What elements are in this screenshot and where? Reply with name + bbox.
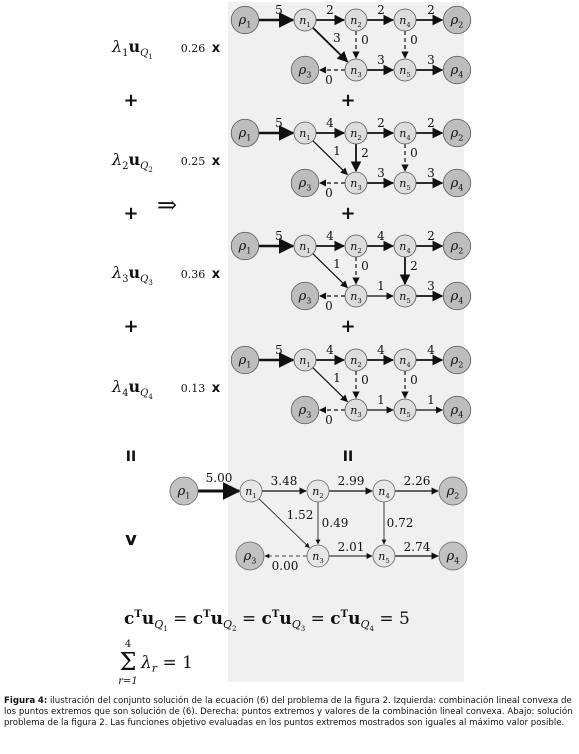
result-node-n4-label: $n_4$	[378, 485, 390, 501]
node-n4-label: $n_4$	[399, 354, 411, 370]
sum-lower-limit: r=1	[118, 676, 138, 687]
edge-n4-r2-label: 2	[427, 3, 435, 17]
node-r4-label: $\rho_4$	[450, 289, 464, 306]
node-r2-label: $\rho_2$	[450, 126, 464, 143]
edge-n2-n3-label: 0	[361, 259, 369, 273]
sum-term: $\lambda_r = 1$	[141, 653, 193, 675]
result-node-n2-label: $n_2$	[312, 485, 324, 501]
term-3-coef: 0.36	[180, 268, 206, 281]
node-r1-label: $\rho_1$	[238, 353, 252, 370]
result-node-n1-label: $n_1$	[245, 485, 257, 501]
result-node-r2-label: $\rho_2$	[446, 484, 460, 501]
node-r1-label: $\rho_1$	[238, 126, 252, 143]
edge-n1-n3-label: 3	[333, 31, 341, 45]
result-node-n3-label: $n_3$	[312, 550, 324, 566]
equals-right: II	[342, 449, 354, 465]
node-r2-label: $\rho_2$	[450, 239, 464, 256]
edge-n3-r3-label: 0	[325, 299, 333, 313]
edge-n1-n2-label: 4	[326, 343, 334, 357]
node-n1-label: $n_1$	[299, 354, 311, 370]
result-edge-n1-n3-label: 1.52	[286, 508, 314, 522]
edge-n3-r3-label: 0	[325, 413, 333, 427]
term-3-times: x	[211, 267, 221, 282]
edge-n5-r4-label: 3	[427, 279, 435, 293]
node-r2-label: $\rho_2$	[450, 353, 464, 370]
node-n2-label: $n_2$	[350, 127, 362, 143]
node-n2-label: $n_2$	[350, 240, 362, 256]
result-edge-r1-n1-label: 5.00	[205, 471, 233, 485]
result-edge-n3-r3-label: 0.00	[271, 559, 299, 573]
edge-n4-r2-label: 4	[427, 343, 435, 357]
node-r4-label: $\rho_4$	[450, 176, 464, 193]
term-4-times: x	[211, 381, 221, 396]
edge-n3-n5-label: 1	[377, 279, 385, 293]
edge-n4-n5-label: 0	[410, 33, 418, 47]
plus-left-1: +	[123, 90, 139, 111]
node-n4-label: $n_4$	[399, 14, 411, 30]
result-edge-n3-n5-label: 2.01	[337, 540, 365, 554]
node-r3-label: $\rho_3$	[298, 176, 312, 193]
caption-label: Figura	[4, 696, 36, 706]
term-1-coef: 0.26	[180, 42, 206, 55]
node-r3-label: $\rho_3$	[298, 63, 312, 80]
edge-n2-n3-label: 0	[361, 373, 369, 387]
sum-sigma: Σ	[119, 648, 137, 676]
edge-n2-n3-label: 2	[361, 146, 369, 160]
plus-left-2: +	[123, 203, 139, 224]
edge-r1-n1-label: 5	[275, 343, 283, 357]
objective-equation: $c^Tu_Q1 = c^Tu_Q2 = c^Tu_Q3 = c^Tu_Q4 = 5$	[124, 609, 410, 633]
node-n1-label: $n_1$	[299, 14, 311, 30]
result-node-r1-label: $\rho_1$	[177, 484, 191, 501]
sum-upper-limit: 4	[124, 639, 132, 650]
plus-right-3: +	[340, 316, 356, 337]
node-r4-label: $\rho_4$	[450, 403, 464, 420]
result-edge-n4-n5-label: 0.72	[386, 516, 414, 530]
result-edge-n4-r2-label: 2.26	[403, 474, 431, 488]
result-edge-n2-n3-label: 0.49	[321, 516, 349, 530]
node-r3-label: $\rho_3$	[298, 289, 312, 306]
node-n5-label: $n_5$	[399, 64, 411, 80]
edge-n3-r3-label: 0	[325, 73, 333, 87]
edge-n1-n2-label: 4	[326, 116, 334, 130]
node-n4-label: $n_4$	[399, 240, 411, 256]
node-r3-label: $\rho_3$	[298, 403, 312, 420]
node-n5-label: $n_5$	[399, 404, 411, 420]
edge-n4-n5-label: 2	[410, 259, 418, 273]
plus-right-1: +	[340, 90, 356, 111]
node-n3-label: $n_3$	[350, 404, 362, 420]
plus-right-2: +	[340, 203, 356, 224]
edge-n3-n5-label: 3	[377, 53, 385, 67]
edge-n2-n4-label: 2	[377, 116, 385, 130]
edge-n1-n3-label: 1	[333, 371, 341, 385]
edge-n1-n3-label: 1	[333, 257, 341, 271]
edge-n4-n5-label: 0	[410, 373, 418, 387]
result-node-r4-label: $\rho_4$	[446, 549, 460, 566]
node-n2-label: $n_2$	[350, 354, 362, 370]
node-n5-label: $n_5$	[399, 290, 411, 306]
result-node-r3-label: $\rho_3$	[243, 549, 257, 566]
edge-n4-r2-label: 2	[427, 116, 435, 130]
node-r4-label: $\rho_4$	[450, 63, 464, 80]
node-n1-label: $n_1$	[299, 240, 311, 256]
node-n3-label: $n_3$	[350, 64, 362, 80]
edge-n3-r3-label: 0	[325, 186, 333, 200]
result-node-n5-label: $n_5$	[378, 550, 390, 566]
term-1-symbol: $\lambda_1u_Q1$	[112, 37, 153, 61]
edge-n2-n4-label: 4	[377, 343, 385, 357]
edge-n5-r4-label: 3	[427, 53, 435, 67]
result-edge-n1-n2-label: 3.48	[270, 474, 298, 488]
equals-left: II	[125, 449, 137, 465]
result-edge-n2-n4-label: 2.99	[337, 474, 365, 488]
edge-n2-n3-label: 0	[361, 33, 369, 47]
edge-n1-n2-label: 4	[326, 229, 334, 243]
node-n3-label: $n_3$	[350, 290, 362, 306]
node-r1-label: $\rho_1$	[238, 13, 252, 30]
term-3-symbol: $\lambda_3u_Q3$	[112, 263, 153, 287]
edge-r1-n1-label: 5	[275, 229, 283, 243]
node-n4-label: $n_4$	[399, 127, 411, 143]
or-symbol: v	[125, 529, 137, 550]
node-n2-label: $n_2$	[350, 14, 362, 30]
figure-caption	[4, 696, 575, 729]
node-n5-label: $n_5$	[399, 177, 411, 193]
edge-n3-n5-label: 1	[377, 393, 385, 407]
result-edge-n5-r4-label: 2.74	[403, 540, 431, 554]
caption-number: 4:	[37, 696, 48, 706]
implies-arrow: ⇒	[156, 191, 178, 219]
edge-n5-r4-label: 3	[427, 166, 435, 180]
edge-r1-n1-label: 5	[275, 116, 283, 130]
edge-n1-n3-label: 1	[333, 144, 341, 158]
node-n3-label: $n_3$	[350, 177, 362, 193]
term-4-symbol: $\lambda_4u_Q4$	[112, 377, 153, 401]
caption-text: ilustración del conjunto solución de la ecuación (6) del problema de la figura 2. Izquierda: combinación lineal convexa de los puntos extremos que son solución de (6). Derecha: puntos extremos y valores de la combinación lineal convexa. Abajo: solución problema de la figura 2. Las funciones objetivo evaluadas en los puntos extremos mostrados son iguales al máximo valor posible.	[4, 696, 573, 728]
node-n1-label: $n_1$	[299, 127, 311, 143]
node-r1-label: $\rho_1$	[238, 239, 252, 256]
term-2-times: x	[211, 154, 221, 169]
edge-n5-r4-label: 1	[427, 393, 435, 407]
edge-n4-n5-label: 0	[410, 146, 418, 160]
node-r2-label: $\rho_2$	[450, 13, 464, 30]
edge-n4-r2-label: 2	[427, 229, 435, 243]
term-2-coef: 0.25	[180, 155, 206, 168]
plus-left-3: +	[123, 316, 139, 337]
edge-r1-n1-label: 5	[275, 3, 283, 17]
term-4-coef: 0.13	[180, 382, 206, 395]
edge-n1-n2-label: 2	[326, 3, 334, 17]
edge-n2-n4-label: 2	[377, 3, 385, 17]
edge-n3-n5-label: 3	[377, 166, 385, 180]
term-2-symbol: $\lambda_2u_Q2$	[112, 150, 153, 174]
term-1-times: x	[211, 41, 221, 56]
edge-n2-n4-label: 4	[377, 229, 385, 243]
